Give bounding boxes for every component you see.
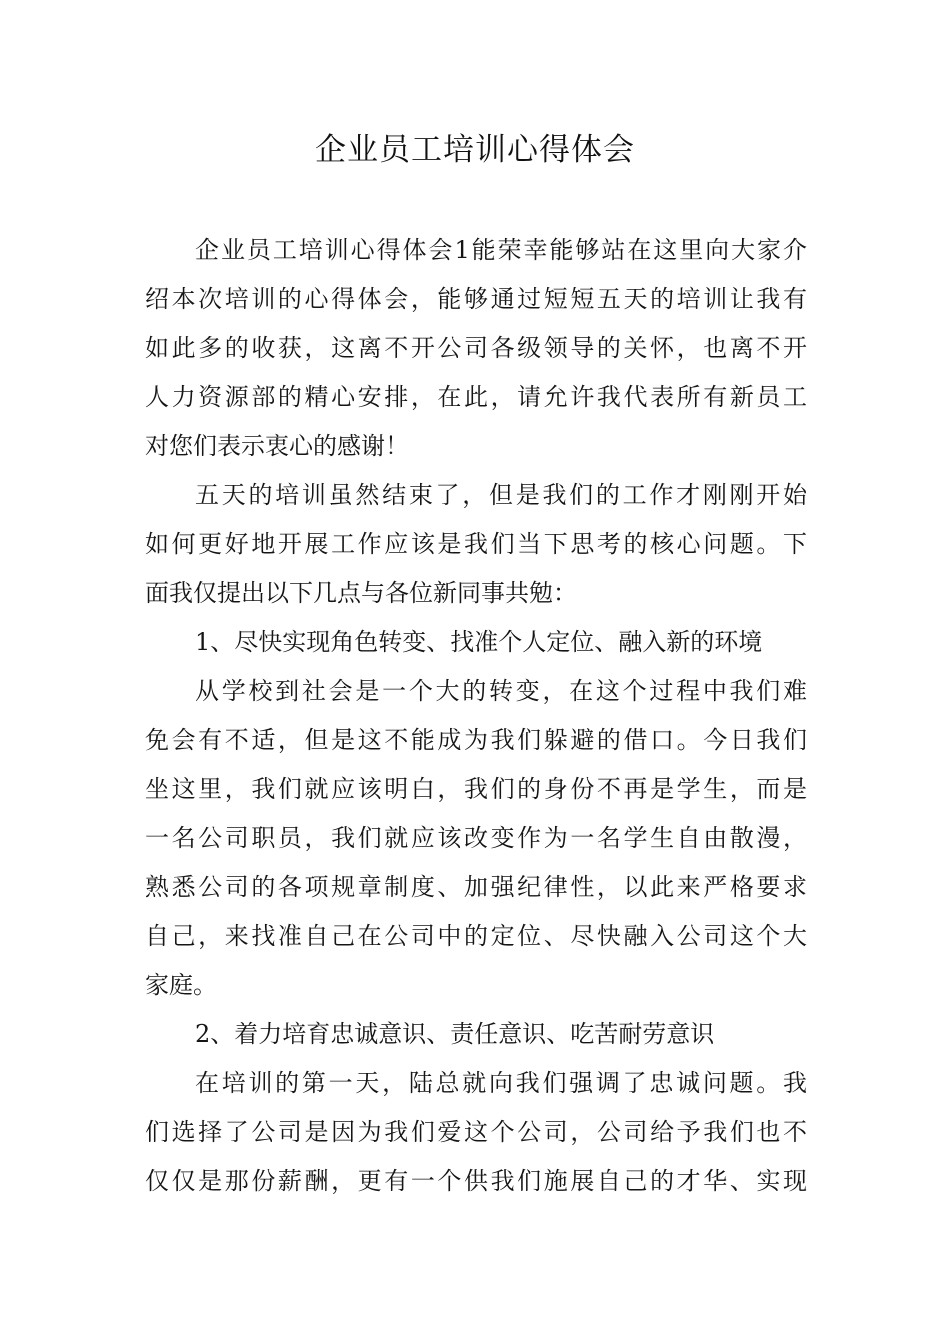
section-heading: 1、尽快实现角色转变、找准个人定位、融入新的环境 — [195, 628, 763, 656]
paragraph-line: 一名公司职员，我们就应该改变作为一名学生自由散漫， — [145, 824, 807, 852]
section-heading: 2、着力培育忠诚意识、责任意识、吃苦耐劳意识 — [195, 1020, 715, 1048]
paragraph-line: 企业员工培训心得体会1能荣幸能够站在这里向大家介 — [195, 236, 807, 264]
paragraph-line: 对您们表示衷心的感谢！ — [145, 432, 409, 460]
paragraph-line: 家庭。 — [145, 971, 217, 999]
paragraph-line: 面我仅提出以下几点与各位新同事共勉： — [145, 579, 577, 607]
paragraph-line: 如何更好地开展工作应该是我们当下思考的核心问题。下 — [145, 530, 807, 558]
paragraph-line: 如此多的收获，这离不开公司各级领导的关怀，也离不开 — [145, 334, 807, 362]
paragraph-line: 五天的培训虽然结束了，但是我们的工作才刚刚开始 — [195, 481, 807, 509]
paragraph-line: 在培训的第一天，陆总就向我们强调了忠诚问题。我 — [195, 1069, 807, 1097]
paragraph-line: 人力资源部的精心安排，在此，请允许我代表所有新员工 — [145, 383, 807, 411]
paragraph-line: 坐这里，我们就应该明白，我们的身份不再是学生，而是 — [145, 775, 807, 803]
paragraph-line: 仅仅是那份薪酬，更有一个供我们施展自己的才华、实现 — [145, 1167, 807, 1195]
document-title: 企业员工培训心得体会 — [315, 132, 635, 168]
document-body — [145, 226, 807, 1206]
paragraph-line: 绍本次培训的心得体会，能够通过短短五天的培训让我有 — [145, 285, 807, 313]
paragraph-line: 们选择了公司是因为我们爱这个公司，公司给予我们也不 — [145, 1118, 807, 1146]
paragraph-line: 从学校到社会是一个大的转变，在这个过程中我们难 — [195, 677, 807, 705]
paragraph-line: 免会有不适，但是这不能成为我们躲避的借口。今日我们 — [145, 726, 807, 754]
paragraph-line: 熟悉公司的各项规章制度、加强纪律性，以此来严格要求 — [145, 873, 807, 901]
paragraph-line: 自己，来找准自己在公司中的定位、尽快融入公司这个大 — [145, 922, 807, 950]
